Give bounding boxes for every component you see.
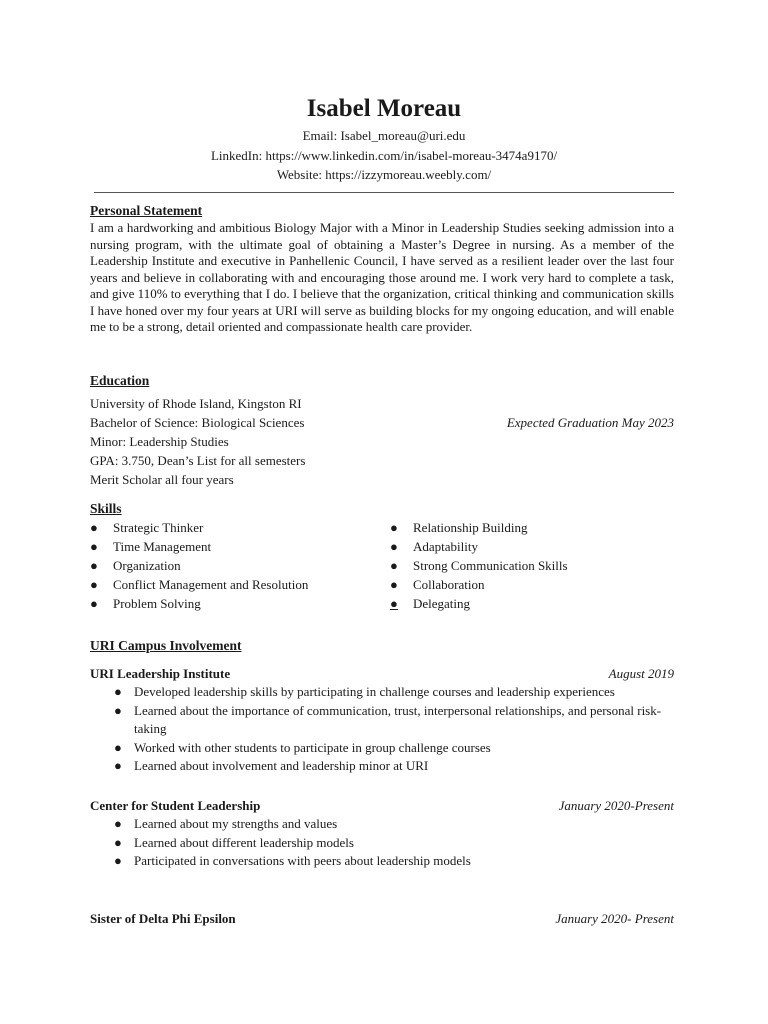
skill-item: ● Adaptability (390, 539, 478, 554)
skill-item: ● Relationship Building (390, 520, 528, 535)
skill-item: ● Delegating (390, 596, 471, 611)
involvement-section (90, 637, 674, 655)
personal-statement-section (90, 202, 674, 336)
list-item: ● Learned about my strengths and values (114, 815, 674, 834)
header-divider (94, 192, 674, 193)
education-minor: Minor: Leadership Studies (90, 434, 229, 449)
personal-statement-title: Personal Statement (90, 203, 203, 218)
experience-header (90, 796, 674, 815)
bullet-icon: ● (114, 834, 122, 850)
skills-lists (90, 518, 674, 613)
experience-entry (90, 796, 674, 871)
personal-statement-text: I am a hardworking and ambitious Biology Major with a Minor in Leadership Studies seeking admission into a nursing program, with the ultimate goal of obtaining a Master’s Degree in nursing. As a member of the Leadership Institute and executive in Panhellenic Council, I have served as a resilient leader over the last four years and believe in collaborating with and encouraging those around me. I work very hard to complete a task, and give 110% to everything that I do. I believe that the organization, critical thinking and communication skills I have honed over my four years at URI will serve as building blocks for my ongoing education, and will enable me to be a strong, detail oriented and compassionate health care provider. (90, 220, 674, 334)
bullet-icon: ● (390, 520, 398, 535)
education-graduation: Expected Graduation May 2023 (506, 415, 674, 430)
email-line: Email: Isabel_moreau@uri.edu (302, 128, 466, 143)
website-line: Website: https://izzymoreau.weebly.com/ (276, 167, 492, 182)
bullet-icon: ● (90, 539, 98, 554)
skill-item: ● Conflict Management and Resolution (90, 577, 309, 592)
list-item: ● Learned about different leadership models (114, 834, 674, 853)
skill-item: ● Time Management (90, 539, 212, 554)
list-item: ● Developed leadership skills by participating in challenge courses and leadership experiences (114, 683, 674, 702)
bullet-icon: ● (114, 702, 122, 718)
list-item: ● Learned about the importance of communication, trust, interpersonal relationships, and personal risk-taking (114, 702, 674, 739)
experience-org: URI Leadership Institute (90, 666, 231, 681)
experience-bullets (90, 683, 674, 776)
education-section (90, 372, 674, 489)
experience-header (90, 664, 674, 683)
resume-header (0, 92, 768, 185)
bullet-icon: ● (114, 758, 122, 773)
skill-item: ● Strong Communication Skills (390, 558, 568, 573)
bullet-icon: ● (390, 539, 398, 554)
skills-left-list (90, 518, 390, 613)
education-degree: Bachelor of Science: Biological Sciences (90, 415, 305, 430)
linkedin-line: LinkedIn: https://www.linkedin.com/in/isabel-moreau-3474a9170/ (210, 147, 558, 163)
skill-item: ● Organization (90, 558, 181, 573)
education-school: University of Rhode Island, Kingston RI (90, 396, 302, 411)
education-title: Education (90, 373, 150, 388)
list-item: ● Learned about involvement and leadership minor at URI (114, 757, 674, 776)
skills-title: Skills (90, 501, 122, 516)
bullet-icon: ● (90, 558, 98, 573)
skill-item: ● Strategic Thinker (90, 520, 204, 535)
candidate-name: Isabel Moreau (306, 95, 462, 122)
experience-org: Sister of Delta Phi Epsilon (90, 911, 236, 926)
skills-right-list (390, 518, 568, 613)
education-gpa: GPA: 3.750, Dean’s List for all semesters (90, 453, 306, 468)
skills-section (90, 500, 674, 613)
experience-header (90, 909, 674, 928)
bullet-icon: ● (114, 684, 122, 699)
involvement-title: URI Campus Involvement (90, 638, 242, 653)
experience-date: January 2020- Present (555, 911, 674, 926)
bullet-icon: ● (114, 816, 122, 831)
education-degree-row (90, 413, 674, 432)
bullet-icon: ● (90, 520, 98, 535)
skill-item: ● Problem Solving (90, 596, 201, 611)
list-item: ● Worked with other students to participate in group challenge courses (114, 739, 674, 758)
experience-date: August 2019 (608, 666, 674, 681)
experience-date: January 2020-Present (558, 798, 674, 813)
experience-bullets (90, 815, 674, 871)
bullet-icon: ● (390, 558, 398, 573)
bullet-icon: ● (390, 596, 398, 611)
bullet-icon: ● (114, 853, 122, 868)
bullet-icon: ● (114, 739, 122, 755)
education-scholar: Merit Scholar all four years (90, 472, 234, 487)
experience-entry (90, 909, 674, 928)
experience-entry (90, 664, 674, 776)
list-item: ● Participated in conversations with peers about leadership models (114, 852, 674, 871)
bullet-icon: ● (90, 577, 98, 592)
bullet-icon: ● (90, 596, 98, 611)
skill-item: ● Collaboration (390, 577, 485, 592)
bullet-icon: ● (390, 577, 398, 592)
experience-org: Center for Student Leadership (90, 798, 261, 813)
